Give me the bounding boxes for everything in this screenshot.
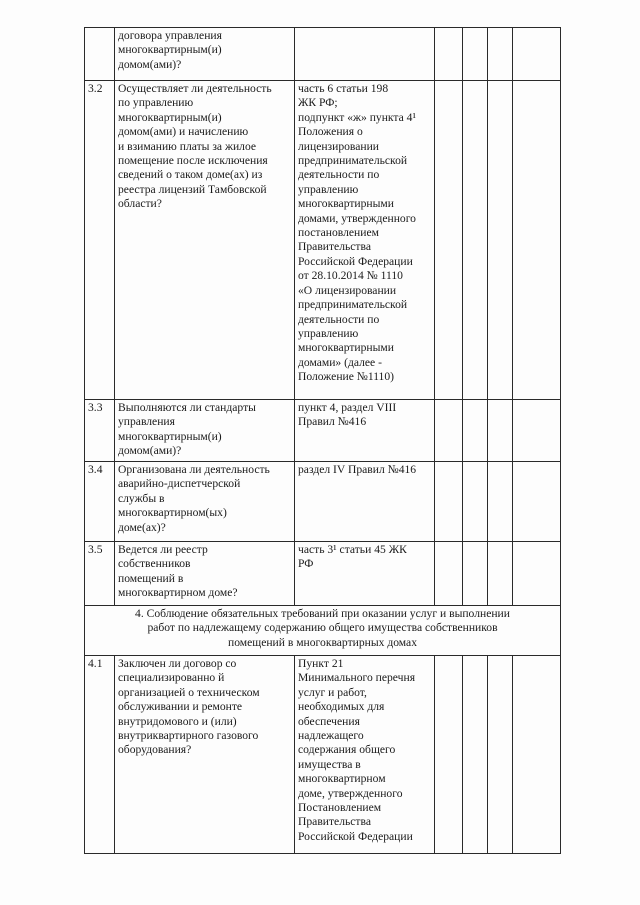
answer-yes-cell	[435, 400, 463, 462]
answer-no-cell	[463, 656, 488, 854]
row-number: 3.2	[85, 81, 115, 400]
table-row	[85, 400, 561, 462]
legal-reference: часть 3¹ статьи 45 ЖК РФ	[295, 542, 435, 606]
requirement-question: договора управления многоквартирным(и) домом(ами)?	[115, 28, 295, 81]
legal-reference: часть 6 статьи 198 ЖК РФ; подпункт «ж» пункта 4¹ Положения о лицензировании предпринимательской деятельности по управлению многоквартирными домами, утвержденного постановлением Правительства Российской Федерации от 28.10.2014 № 1110 «О лицензировании предпринимательской деятельности по управлению многоквартирными домами» (далее - Положение №1110)	[295, 81, 435, 400]
answer-no-cell	[463, 542, 488, 606]
answer-yes-cell	[435, 81, 463, 400]
answer-yes-cell	[435, 28, 463, 81]
answer-no-cell	[463, 400, 488, 462]
legal-reference: Пункт 21 Минимального перечня услуг и работ, необходимых для обеспечения надлежащего содержания общего имущества в многоквартирном доме, утвержденного Постановлением Правительства Российской Федерации	[295, 656, 435, 854]
legal-reference: пункт 4, раздел VIII Правил №416	[295, 400, 435, 462]
answer-yes-cell	[435, 542, 463, 606]
notes-cell	[513, 28, 561, 81]
row-number: 4.1	[85, 656, 115, 854]
notes-cell	[513, 656, 561, 854]
answer-no-cell	[463, 462, 488, 542]
requirement-question: Ведется ли реестр собственников помещений в многоквартирном доме?	[115, 542, 295, 606]
notes-cell	[513, 462, 561, 542]
notes-cell	[513, 400, 561, 462]
answer-no-cell	[463, 28, 488, 81]
answer-na-cell	[488, 400, 513, 462]
answer-na-cell	[488, 81, 513, 400]
answer-na-cell	[488, 656, 513, 854]
table-row	[85, 28, 561, 81]
table-row	[85, 462, 561, 542]
answer-na-cell	[488, 462, 513, 542]
requirement-question: Организована ли деятельность аварийно-диспетчерской службы в многоквартирном(ых) доме(ах)?	[115, 462, 295, 542]
table-row	[85, 542, 561, 606]
answer-na-cell	[488, 542, 513, 606]
requirement-question: Выполняются ли стандарты управления многоквартирным(и) домом(ами)?	[115, 400, 295, 462]
section-heading-row	[85, 606, 561, 656]
checklist-table	[84, 27, 561, 854]
answer-yes-cell	[435, 656, 463, 854]
notes-cell	[513, 542, 561, 606]
legal-reference: раздел IV Правил №416	[295, 462, 435, 542]
row-number: 3.4	[85, 462, 115, 542]
row-number	[85, 28, 115, 81]
row-number: 3.3	[85, 400, 115, 462]
requirement-question: Осуществляет ли деятельность по управлению многоквартирным(и) домом(ами) и начислению и взиманию платы за жилое помещение после исключения сведений о таком доме(ах) из реестра лицензий Тамбовской области?	[115, 81, 295, 400]
answer-na-cell	[488, 28, 513, 81]
answer-no-cell	[463, 81, 488, 400]
section-4-heading: 4. Соблюдение обязательных требований при оказании услуг и выполнении работ по надлежащему содержанию общего имущества собственников помещений в многоквартирных домах	[85, 606, 561, 656]
notes-cell	[513, 81, 561, 400]
answer-yes-cell	[435, 462, 463, 542]
requirement-question: Заключен ли договор со специализированно й организацией о техническом обслуживании и ремонте внутридомового и (или) внутриквартирного газового оборудования?	[115, 656, 295, 854]
table-row	[85, 656, 561, 854]
table-row	[85, 81, 561, 400]
row-number: 3.5	[85, 542, 115, 606]
legal-reference	[295, 28, 435, 81]
